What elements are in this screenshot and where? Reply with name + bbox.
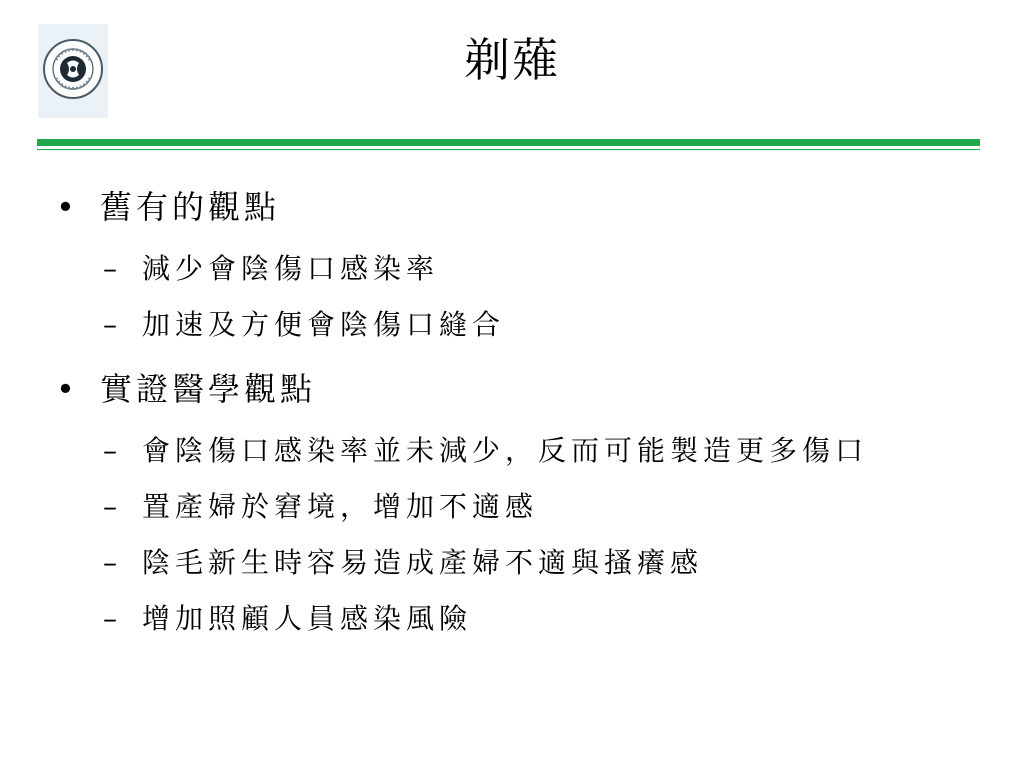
- sub-bullet: [0, 306, 942, 344]
- dash-icon: –: [103, 490, 117, 523]
- sub-bullet: [0, 432, 942, 470]
- dash-icon: –: [103, 252, 117, 285]
- sub-bullet-text: 置產婦於窘境，增加不適感: [142, 490, 539, 523]
- heading-evidence-view: 實證醫學觀點: [100, 370, 317, 408]
- bullet-heading: [0, 180, 1024, 234]
- sub-bullet-text: 加速及方便會陰傷口縫合: [142, 308, 506, 341]
- bullet-heading: [0, 362, 1024, 416]
- sub-bullet-text: 陰毛新生時容易造成產婦不適與搔癢感: [142, 546, 704, 579]
- sub-bullet-text: 減少會陰傷口感染率: [142, 252, 440, 285]
- slide-body: [0, 180, 1024, 656]
- dash-icon: –: [103, 434, 117, 467]
- sub-bullet: [0, 600, 942, 638]
- dash-icon: –: [103, 546, 117, 579]
- heading-old-view: 舊有的觀點: [100, 188, 281, 226]
- title-divider-thin: [37, 149, 980, 150]
- sub-bullet: [0, 488, 942, 526]
- title-divider-thick: [37, 139, 980, 146]
- dash-icon: –: [103, 602, 117, 635]
- bullet-icon: •: [56, 370, 75, 408]
- sub-bullet-text: 增加照顧人員感染風險: [142, 602, 473, 635]
- sub-bullet: [0, 544, 942, 582]
- dash-icon: –: [103, 308, 117, 341]
- sub-bullet-text: 會陰傷口感染率並未減少，反而可能製造更多傷口: [142, 434, 869, 467]
- sub-bullet: [0, 250, 942, 288]
- slide-title: 剃薙: [464, 33, 560, 87]
- bullet-icon: •: [56, 188, 75, 226]
